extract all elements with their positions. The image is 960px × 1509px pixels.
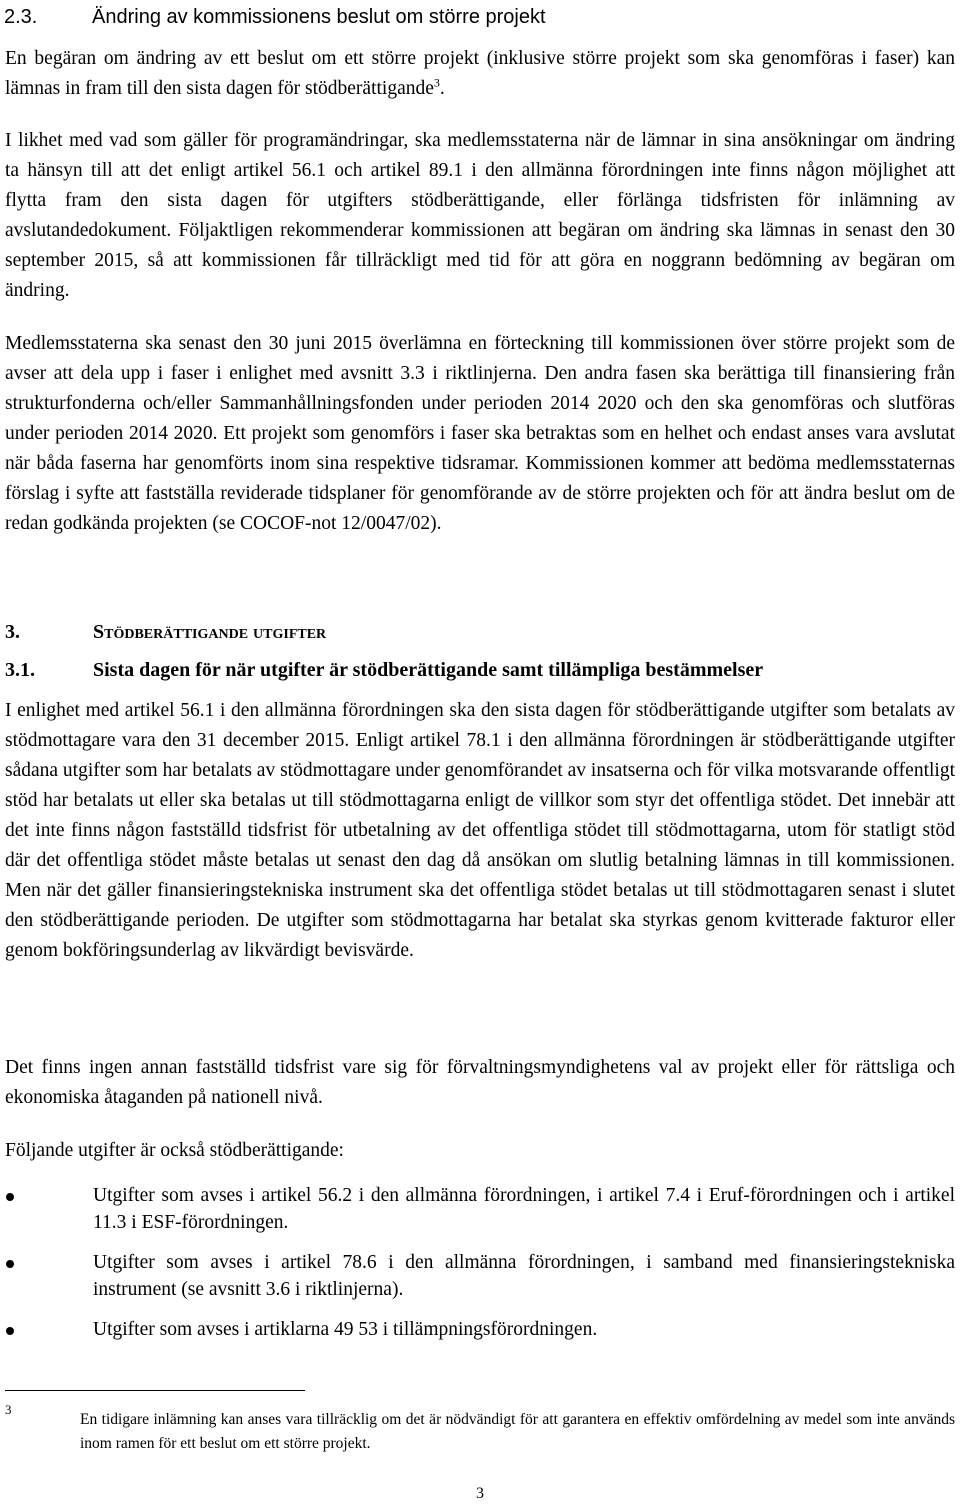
page-number: 3: [476, 1485, 484, 1502]
list-item: Utgifter som avses i artikel 78.6 i den allmänna förordningen, i samband med finansieringstekniska instrument (se avsnitt 3.6 i riktlinjerna).: [0, 1249, 955, 1303]
section-3-1-paragraph-2: Det finns ingen annan fastställd tidsfrist vare sig för förvaltningsmyndighetens val av projekt eller för rättsliga och ekonomiska åtaganden på nationell nivå.: [5, 1057, 955, 1108]
section-3-1-paragraph-3: Följande utgifter är också stödberättigande:: [5, 1140, 344, 1161]
section-2-3-heading: [4, 4, 954, 30]
bullet-icon: [6, 1327, 14, 1335]
section-number: 3.1.: [5, 659, 35, 681]
section-title: Sista dagen för när utgifter är stödberättigande samt tillämpliga bestämmelser: [93, 659, 764, 681]
section-2-3-paragraph-1: En begäran om ändring av ett beslut om ett större projekt (inklusive större projekt som ska genomföras i faser) kan lämnas in fram till den sista dagen för stödberättigande$^3$.: [5, 48, 955, 99]
list-item: Utgifter som avses i artiklarna 49 53 i tillämpningsförordningen.: [0, 1316, 955, 1343]
section-2-3-paragraph-3: Medlemsstaterna ska senast den 30 juni 2015 överlämna en förteckning till kommissionen över större projekt som de avser att dela upp i faser i enlighet med avsnitt 3.3 i riktlinjerna. Den andra fasen ska berättiga till finansiering från strukturfonderna och/eller Sammanhållningsfonden under perioden 2014 2020 och den ska genomföras och slutföras under perioden 2014 2020. Ett projekt som genomförs i faser ska betraktas som en helhet och endast anses vara avslutat när båda faserna har genomförts inom sina respektive tidsramar. Kommissionen kommer att bedöma medlemsstaternas förslag i syfte att fastställa reviderade tidsplaner för genomförande av de större projekten och för att ändra beslut om de redan godkända projekten (se COCOF-not 12/0047/02).: [5, 333, 955, 534]
footnote-text: En tidigare inlämning kan anses vara tillräcklig om det är nödvändigt för att garantera en effektiv omfördelning av medel som inte används inom ramen för ett beslut om ett större projekt.: [80, 1411, 955, 1452]
section-3-1-heading: [5, 656, 955, 684]
bullet-icon: [6, 1193, 14, 1201]
footnote-mark: 3: [5, 1402, 12, 1417]
section-number: 3.: [5, 621, 20, 643]
section-3-heading: [5, 618, 955, 646]
list-item: Utgifter som avses i artikel 56.2 i den allmänna förordningen, i artikel 7.4 i Eruf-förordningen och i artikel 11.3 i ESF-förordningen.: [0, 1182, 955, 1236]
section-number: 2.3.: [4, 6, 38, 28]
bullet-icon: [6, 1260, 14, 1268]
section-3-1-paragraph-1: I enlighet med artikel 56.1 i den allmänna förordningen ska den sista dagen för stödberättigande utgifter som betalats av stödmottagare vara den 31 december 2015. Enligt artikel 78.1 i den allmänna förordningen är stödberättigande utgifter sådana utgifter som har betalats av stödmottagare under genomförandet av insatserna och för vilka motsvarande offentligt stöd har betalats ut eller ska betalas ut till stödmottagarna enligt de villkor som styr det offentliga stödet. Det innebär att det inte finns någon fastställd tidsfrist för utbetalning av det offentliga stödet till stödmottagarna, utom för statligt stöd där det offentliga stödet måste betalas ut senast den dag då ansökan om slutlig betalning lämnas in till kommissionen. Men när det gäller finansieringstekniska instrument ska det offentliga stödet betalas ut till stödmottagaren senast i slutet den stödberättigande perioden. De utgifter som stödmottagarna har betalat ska styrkas genom kvitterade fakturor eller genom bokföringsunderlag av likvärdigt bevisvärde.: [5, 700, 955, 961]
footnote-reference[interactable]: 3: [433, 75, 440, 90]
footnote-divider: [5, 1390, 305, 1391]
section-title: Ändring av kommissionens beslut om större projekt: [92, 6, 546, 28]
eligible-expenses-list: [0, 1182, 955, 1356]
section-2-3-paragraph-2: I likhet med vad som gäller för programändringar, ska medlemsstaterna när de lämnar in sina ansökningar om ändring ta hänsyn till att det enligt artikel 56.1 och artikel 89.1 i den allmänna förordningen inte finns någon möjlighet att flytta fram den sista dagen för utgifters stödberättigande, eller förlänga tidsfristen för inlämning av avslutandedokument. Följaktligen rekommenderar kommissionen att begäran om ändring ska lämnas in senast den 30 september 2015, så att kommissionen får tillräckligt med tid för att göra en noggrann bedömning av begäran om ändring.: [5, 130, 955, 301]
section-title: Stödberättigande utgifter: [93, 621, 327, 643]
